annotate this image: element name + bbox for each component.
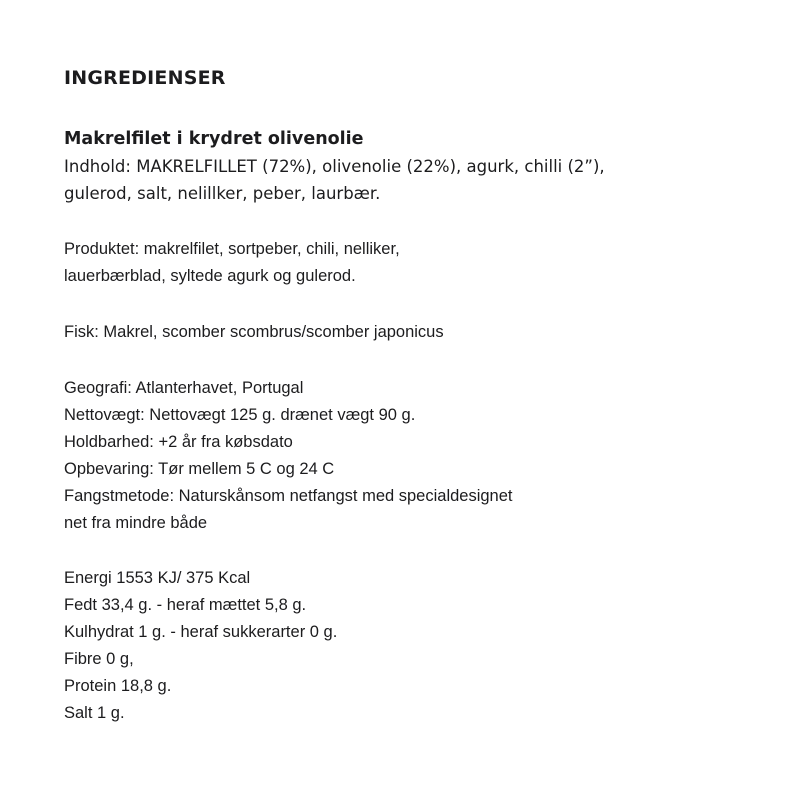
catch-method-line: net fra mindre både xyxy=(64,514,208,532)
page-heading: INGREDIENSER xyxy=(64,67,226,89)
geography-line: Geografi: Atlanterhavet, Portugal xyxy=(64,379,304,397)
product-description-block xyxy=(64,236,736,290)
product-details-block xyxy=(64,375,736,537)
carbohydrate-line: Kulhydrat 1 g. - heraf sukkerarter 0 g. xyxy=(64,623,338,641)
storage-line: Opbevaring: Tør mellem 5 C og 24 C xyxy=(64,460,335,478)
fish-species-line: Fisk: Makrel, scomber scombrus/scomber japonicus xyxy=(64,323,444,341)
product-description-line: lauerbærblad, syltede agurk og gulerod. xyxy=(64,267,356,285)
ingredients-line: Indhold: MAKRELFILLET (72%), olivenolie (22%), agurk, chilli (2”), xyxy=(64,157,605,176)
product-title: Makrelfilet i krydret olivenolie xyxy=(64,129,364,149)
product-description-line: Produktet: makrelfilet, sortpeber, chili, nelliker, xyxy=(64,240,400,258)
energy-line: Energi 1553 KJ/ 375 Kcal xyxy=(64,569,251,587)
shelf-life-line: Holdbarhed: +2 år fra købsdato xyxy=(64,433,293,451)
nutrition-block xyxy=(64,565,736,727)
fish-species-block xyxy=(64,319,736,346)
protein-line: Protein 18,8 g. xyxy=(64,677,172,695)
catch-method-line: Fangstmetode: Naturskånsom netfangst med specialdesignet xyxy=(64,487,513,505)
net-weight-line: Nettovægt: Nettovægt 125 g. drænet vægt 90 g. xyxy=(64,406,416,424)
salt-line: Salt 1 g. xyxy=(64,704,125,722)
fat-line: Fedt 33,4 g. - heraf mættet 5,8 g. xyxy=(64,596,307,614)
fibre-line: Fibre 0 g, xyxy=(64,650,134,668)
product-intro-block xyxy=(64,126,736,207)
ingredients-line: gulerod, salt, nelillker, peber, laurbær. xyxy=(64,184,381,203)
